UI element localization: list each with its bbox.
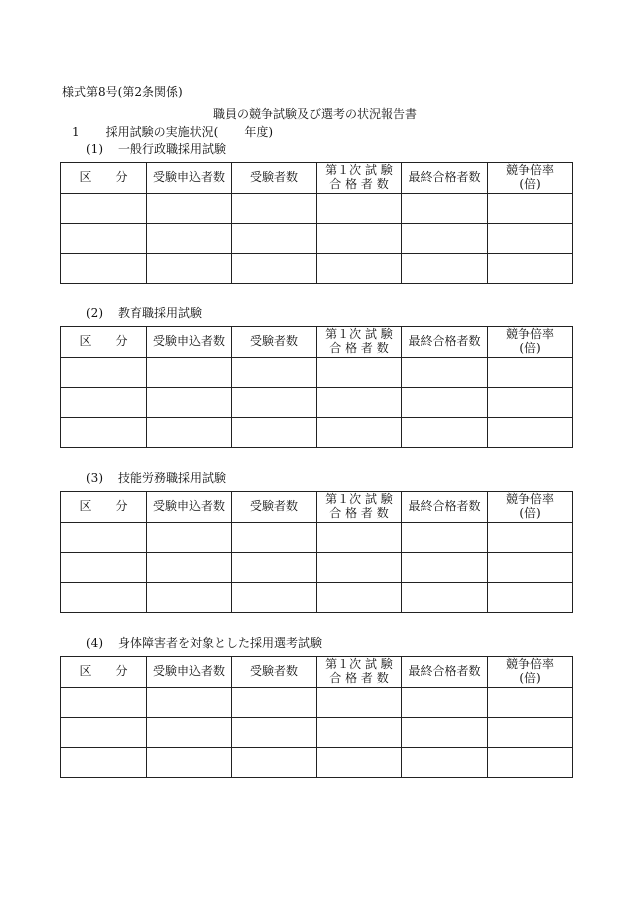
table-cell[interactable] [232,254,317,284]
header-ratio [488,163,573,194]
table-cell[interactable] [147,388,232,418]
header-applicants [147,327,232,358]
document-title-text: 職員の競争試験及び選考の状況報告書 [212,107,417,121]
header-ratio-text: 競争倍率 [505,327,554,342]
table-header-row [61,657,573,688]
table-cell[interactable] [317,418,402,448]
section-number: 1 [72,125,80,139]
header-kubun-text: 区 分 [79,334,128,349]
table-cell[interactable] [232,523,317,553]
report-table [60,491,573,613]
header-applicants-text: 受験申込者数 [152,499,225,514]
table-cell[interactable] [232,418,317,448]
table-cell[interactable] [402,224,488,254]
table-cell[interactable] [147,358,232,388]
subsection-name: 一般行政職採用試験 [118,142,227,156]
table-cell[interactable] [147,523,232,553]
table-row [61,688,573,718]
table-row [61,523,573,553]
header-examinees-text: 受験者数 [249,499,298,514]
table-cell[interactable] [488,224,573,254]
table-cell[interactable] [402,523,488,553]
table-row [61,718,573,748]
header-ratio-text: 競争倍率 [505,657,554,672]
table-cell[interactable] [317,748,402,778]
report-table [60,162,573,284]
header-examinees [232,657,317,688]
header-ratio-text: (倍) [519,341,541,355]
subsection-number: (4) [86,636,103,650]
table-cell[interactable] [488,718,573,748]
table-cell[interactable] [147,748,232,778]
table-header-row [61,327,573,358]
table-cell[interactable] [317,523,402,553]
table-cell[interactable] [402,748,488,778]
table-cell[interactable] [61,688,147,718]
header-applicants-text: 受験申込者数 [152,664,225,679]
header-ratio-text: (倍) [519,671,541,685]
table-row [61,553,573,583]
table-cell[interactable] [488,583,573,613]
table-cell[interactable] [147,194,232,224]
header-kubun-text: 区 分 [79,170,128,185]
header-examinees-text: 受験者数 [249,170,298,185]
table-cell[interactable] [61,748,147,778]
table-cell[interactable] [61,583,147,613]
table-cell[interactable] [402,553,488,583]
table-cell[interactable] [402,718,488,748]
table-cell[interactable] [488,523,573,553]
table-row [61,583,573,613]
header-final-pass-text: 最終合格者数 [408,499,481,514]
header-first-pass [317,492,402,523]
table-cell[interactable] [232,718,317,748]
table-cell[interactable] [147,718,232,748]
header-kubun [61,492,147,523]
header-first-pass-text: 第１次 試 験 [325,657,393,672]
table-cell[interactable] [232,688,317,718]
table-cell[interactable] [317,224,402,254]
header-applicants-text: 受験申込者数 [152,170,225,185]
table-cell[interactable] [317,254,402,284]
header-final-pass-text: 最終合格者数 [408,170,481,185]
table-cell[interactable] [61,254,147,284]
header-ratio [488,657,573,688]
header-kubun-text: 区 分 [79,664,128,679]
subsection-name: 教育職採用試験 [118,306,203,320]
table-cell[interactable] [232,553,317,583]
header-first-pass-text: 合 格 者 数 [329,341,389,355]
subsection-heading [86,143,226,155]
header-final-pass-text: 最終合格者数 [408,334,481,349]
header-first-pass-text: 合 格 者 数 [329,506,389,520]
subsection-name: 技能労務職採用試験 [118,471,227,485]
table-cell[interactable] [402,388,488,418]
table-cell[interactable] [61,224,147,254]
header-ratio [488,492,573,523]
header-first-pass-text: 第１次 試 験 [325,163,393,178]
table-cell[interactable] [317,718,402,748]
report-table [60,326,573,448]
table-header-row [61,492,573,523]
table-cell[interactable] [147,553,232,583]
header-applicants [147,492,232,523]
table-cell[interactable] [317,194,402,224]
section-label: 採用試験の実施状況( [105,125,219,139]
header-examinees [232,327,317,358]
header-kubun [61,163,147,194]
header-ratio [488,327,573,358]
section-heading [72,126,273,138]
table-cell[interactable] [488,254,573,284]
table-cell[interactable] [147,688,232,718]
table-cell[interactable] [61,418,147,448]
section-year-suffix: 年度) [244,125,274,139]
table-cell[interactable] [488,194,573,224]
table-row [61,418,573,448]
header-first-pass [317,327,402,358]
table-cell[interactable] [61,194,147,224]
header-first-pass-text: 第１次 試 験 [325,327,393,342]
table-row [61,358,573,388]
header-ratio-text: 競争倍率 [505,163,554,178]
header-examinees [232,163,317,194]
table-cell[interactable] [147,418,232,448]
table-row [61,388,573,418]
table-cell[interactable] [488,553,573,583]
header-first-pass [317,163,402,194]
table-cell[interactable] [488,688,573,718]
table-cell[interactable] [402,254,488,284]
header-applicants-text: 受験申込者数 [152,334,225,349]
table-cell[interactable] [232,583,317,613]
table-cell[interactable] [317,583,402,613]
subsection-heading [86,637,322,649]
table-cell[interactable] [61,523,147,553]
header-ratio-text: 競争倍率 [505,492,554,507]
table-cell[interactable] [232,748,317,778]
header-kubun-text: 区 分 [79,499,128,514]
header-kubun [61,327,147,358]
table-cell[interactable] [402,358,488,388]
header-first-pass [317,657,402,688]
table-cell[interactable] [147,583,232,613]
table-cell[interactable] [488,748,573,778]
table-cell[interactable] [232,194,317,224]
header-applicants [147,163,232,194]
header-ratio-text: (倍) [519,177,541,191]
report-table [60,656,573,778]
header-final-pass [402,492,488,523]
header-final-pass [402,327,488,358]
table-cell[interactable] [61,388,147,418]
header-kubun [61,657,147,688]
table-cell[interactable] [488,418,573,448]
subsection-number: (3) [86,471,103,485]
table-row [61,748,573,778]
table-cell[interactable] [402,688,488,718]
table-header-row [61,163,573,194]
table-cell[interactable] [232,388,317,418]
table-cell[interactable] [232,224,317,254]
table-cell[interactable] [147,254,232,284]
table-row [61,224,573,254]
table-row [61,254,573,284]
subsection-number: (1) [86,142,103,156]
header-examinees-text: 受験者数 [249,334,298,349]
table-cell[interactable] [147,224,232,254]
subsection-name: 身体障害者を対象とした採用選考試験 [118,636,323,650]
header-examinees [232,492,317,523]
header-ratio-text: (倍) [519,506,541,520]
header-first-pass-text: 第１次 試 験 [325,492,393,507]
table-cell[interactable] [488,358,573,388]
table-cell[interactable] [402,418,488,448]
header-final-pass [402,657,488,688]
table-cell[interactable] [317,688,402,718]
table-cell[interactable] [402,194,488,224]
header-applicants [147,657,232,688]
table-cell[interactable] [402,583,488,613]
header-examinees-text: 受験者数 [249,664,298,679]
header-final-pass [402,163,488,194]
table-cell[interactable] [61,718,147,748]
table-cell[interactable] [61,553,147,583]
table-cell[interactable] [232,358,317,388]
form-number: 様式第8号(第2条関係) [62,85,183,99]
subsection-number: (2) [86,306,103,320]
table-cell[interactable] [61,358,147,388]
table-cell[interactable] [317,553,402,583]
table-cell[interactable] [317,388,402,418]
table-cell[interactable] [488,388,573,418]
table-cell[interactable] [317,358,402,388]
table-row [61,194,573,224]
document-title [0,108,630,120]
header-final-pass-text: 最終合格者数 [408,664,481,679]
subsection-heading [86,307,202,319]
subsection-heading [86,472,226,484]
header-first-pass-text: 合 格 者 数 [329,177,389,191]
header-first-pass-text: 合 格 者 数 [329,671,389,685]
